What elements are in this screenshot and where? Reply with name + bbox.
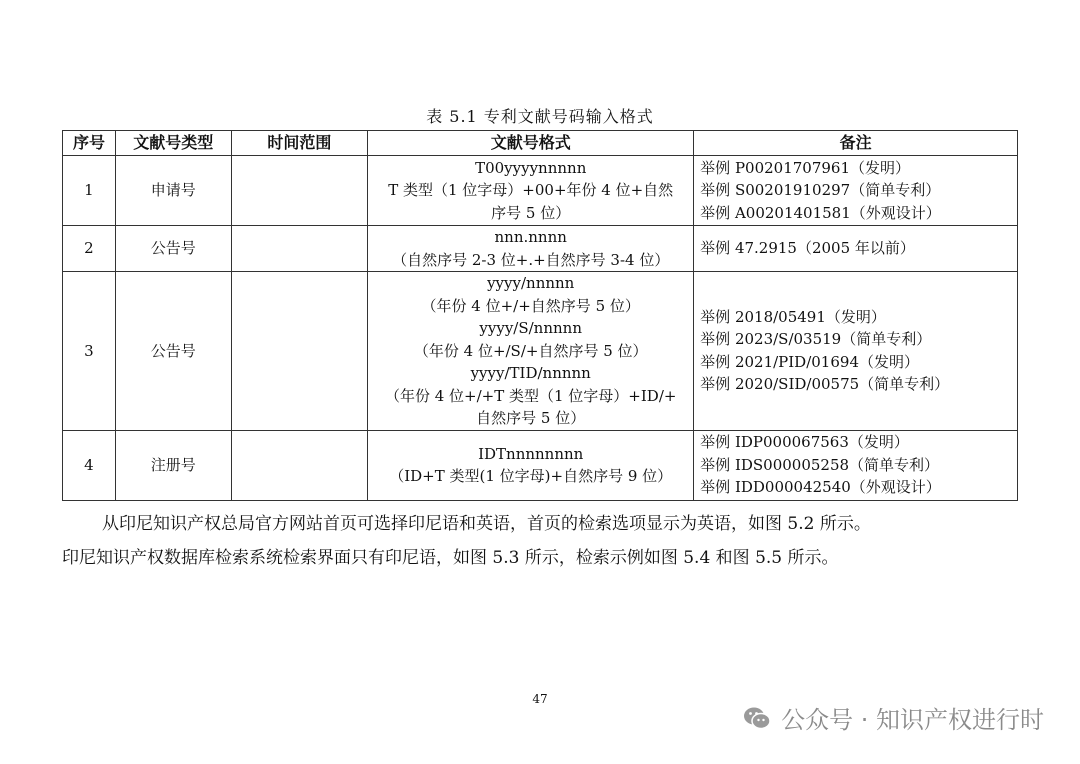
format-line: （年份 4 位+/+自然序号 5 位） bbox=[421, 296, 640, 315]
table-row bbox=[63, 226, 1018, 272]
cell-notes bbox=[694, 272, 1018, 431]
format-line: nnn.nnnn bbox=[494, 228, 567, 246]
format-line: yyyy/nnnnn bbox=[487, 274, 575, 292]
body-paragraph: 从印尼知识产权总局官方网站首页可选择印尼语和英语，首页的检索选项显示为英语，如图 5.2 所示。 bbox=[102, 514, 871, 534]
body-paragraph: 印尼知识产权数据库检索系统检索界面只有印尼语，如图 5.3 所示，检索示例如图 5.4 和图 5.5 所示。 bbox=[62, 548, 839, 568]
table-row bbox=[63, 430, 1018, 500]
watermark-text: 公众号 · 知识产权进行时 bbox=[781, 706, 1044, 734]
header-no: 序号 bbox=[63, 131, 116, 156]
table-caption: 表 5.1 专利文献号码输入格式 bbox=[426, 107, 654, 126]
cell-range bbox=[231, 430, 368, 500]
cell-format bbox=[368, 226, 694, 272]
format-line: （年份 4 位+/+T 类型（1 位字母）+ID/+ bbox=[384, 386, 677, 405]
format-line: （ID+T 类型(1 位字母)+自然序号 9 位） bbox=[389, 467, 673, 485]
cell-no: 4 bbox=[63, 430, 116, 500]
watermark bbox=[741, 700, 1044, 735]
note-line: 举例 IDS000005258（简单专利） bbox=[700, 455, 940, 474]
cell-range bbox=[231, 272, 368, 431]
note-line: 举例 47.2915（2005 年以前） bbox=[700, 239, 915, 258]
cell-type: 公告号 bbox=[115, 272, 231, 431]
page-number: 47 bbox=[532, 692, 548, 706]
note-line: 举例 S00201910297（简单专利） bbox=[700, 181, 941, 200]
cell-range bbox=[231, 226, 368, 272]
note-line: 举例 2021/PID/01694（发明） bbox=[700, 352, 919, 371]
table-row bbox=[63, 272, 1018, 431]
cell-type: 注册号 bbox=[115, 430, 231, 500]
table-row bbox=[63, 156, 1018, 226]
note-line: 举例 2020/SID/00575（简单专利） bbox=[700, 375, 950, 394]
cell-type: 申请号 bbox=[115, 156, 231, 226]
format-line: T 类型（1 位字母）+00+年份 4 位+自然 bbox=[388, 181, 674, 200]
header-notes: 备注 bbox=[694, 131, 1018, 156]
note-line: 举例 P00201707961（发明） bbox=[700, 158, 911, 177]
cell-notes bbox=[694, 226, 1018, 272]
patent-number-format-table bbox=[62, 130, 1018, 501]
format-line: T00yyyynnnnn bbox=[475, 158, 587, 177]
format-line: 自然序号 5 位） bbox=[476, 409, 586, 427]
cell-no: 3 bbox=[63, 272, 116, 431]
header-range: 时间范围 bbox=[231, 131, 368, 156]
cell-no: 2 bbox=[63, 226, 116, 272]
cell-format bbox=[368, 430, 694, 500]
note-line: 举例 IDD000042540（外观设计） bbox=[700, 478, 941, 497]
note-line: 举例 A00201401581（外观设计） bbox=[700, 203, 941, 222]
format-line: yyyy/TID/nnnnn bbox=[470, 364, 591, 382]
table-header-row bbox=[63, 131, 1018, 156]
format-line: yyyy/S/nnnnn bbox=[479, 319, 582, 337]
format-line: IDTnnnnnnnn bbox=[478, 444, 584, 463]
cell-range bbox=[231, 156, 368, 226]
cell-format bbox=[368, 272, 694, 431]
format-line: （自然序号 2-3 位+.+自然序号 3-4 位） bbox=[392, 250, 670, 269]
cell-type: 公告号 bbox=[115, 226, 231, 272]
note-line: 举例 2023/S/03519（简单专利） bbox=[700, 330, 932, 349]
wechat-icon bbox=[741, 702, 773, 734]
note-line: 举例 IDP000067563（发明） bbox=[700, 433, 909, 452]
header-format: 文献号格式 bbox=[368, 131, 694, 156]
cell-notes bbox=[694, 156, 1018, 226]
format-line: 序号 5 位） bbox=[491, 203, 571, 222]
note-line: 举例 2018/05491（发明） bbox=[700, 307, 886, 326]
header-type: 文献号类型 bbox=[115, 131, 231, 156]
format-line: （年份 4 位+/S/+自然序号 5 位） bbox=[413, 341, 648, 360]
cell-notes bbox=[694, 430, 1018, 500]
cell-format bbox=[368, 156, 694, 226]
cell-no: 1 bbox=[63, 156, 116, 226]
